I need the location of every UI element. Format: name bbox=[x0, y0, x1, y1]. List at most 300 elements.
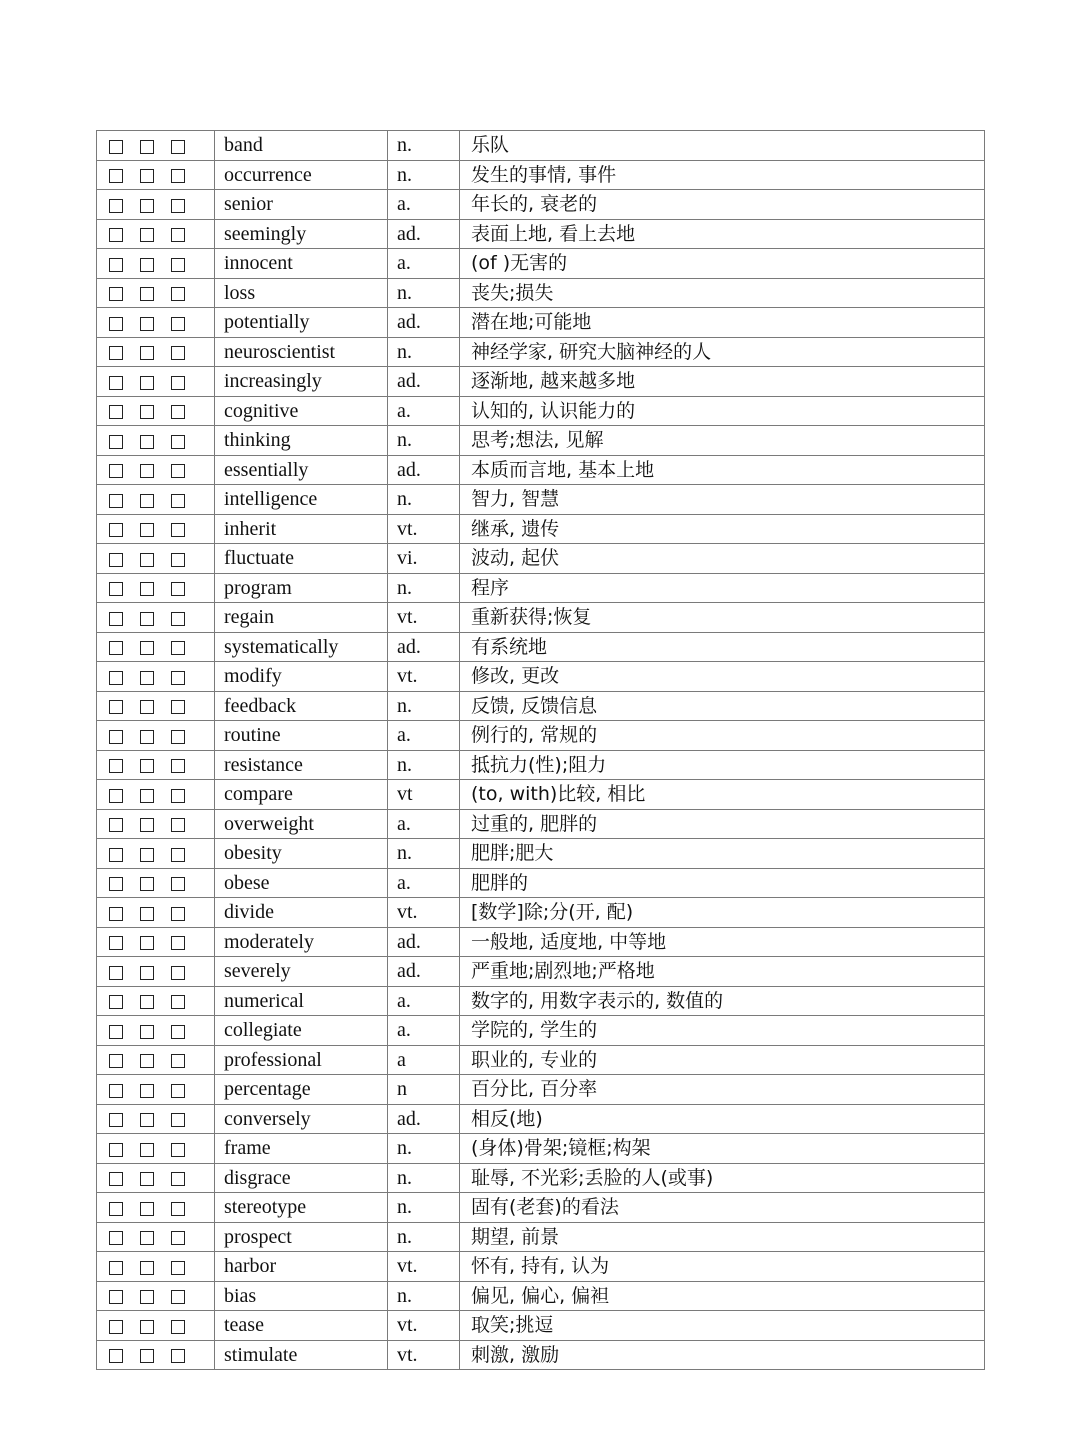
vocab-row bbox=[97, 750, 985, 780]
review-checkbox-1[interactable] bbox=[109, 1172, 123, 1186]
part-of-speech-cell: vt. bbox=[388, 1252, 460, 1282]
word-cell: innocent bbox=[215, 249, 388, 279]
part-of-speech-cell: ad. bbox=[388, 927, 460, 957]
part-of-speech-cell: a. bbox=[388, 1016, 460, 1046]
word-cell: cognitive bbox=[215, 396, 388, 426]
word-cell: divide bbox=[215, 898, 388, 928]
review-checkbox-2[interactable] bbox=[140, 228, 154, 242]
review-checkbox-3[interactable] bbox=[171, 169, 185, 183]
vocab-row bbox=[97, 1163, 985, 1193]
vocab-row bbox=[97, 1281, 985, 1311]
word-cell: severely bbox=[215, 957, 388, 987]
meaning-cell: (to, with)比较, 相比 bbox=[460, 780, 985, 810]
meaning-cell: 乐队 bbox=[460, 131, 985, 161]
review-checkbox-1[interactable] bbox=[109, 1349, 123, 1363]
part-of-speech-cell: vt. bbox=[388, 1340, 460, 1370]
review-checkbox-2[interactable] bbox=[140, 1172, 154, 1186]
review-checkboxes-cell bbox=[97, 603, 215, 633]
review-checkboxes-cell bbox=[97, 514, 215, 544]
word-cell: thinking bbox=[215, 426, 388, 456]
review-checkbox-2[interactable] bbox=[140, 995, 154, 1009]
vocab-row bbox=[97, 1045, 985, 1075]
word-cell: stereotype bbox=[215, 1193, 388, 1223]
part-of-speech-cell: n. bbox=[388, 1193, 460, 1223]
review-checkbox-1[interactable] bbox=[109, 169, 123, 183]
review-checkboxes-cell bbox=[97, 662, 215, 692]
word-cell: professional bbox=[215, 1045, 388, 1075]
review-checkbox-1[interactable] bbox=[109, 1231, 123, 1245]
review-checkbox-3[interactable] bbox=[171, 523, 185, 537]
review-checkboxes-cell bbox=[97, 249, 215, 279]
review-checkbox-3[interactable] bbox=[171, 1172, 185, 1186]
review-checkbox-2[interactable] bbox=[140, 553, 154, 567]
review-checkbox-2[interactable] bbox=[140, 1290, 154, 1304]
review-checkbox-2[interactable] bbox=[140, 169, 154, 183]
vocab-row bbox=[97, 986, 985, 1016]
review-checkboxes-cell bbox=[97, 986, 215, 1016]
word-cell: bias bbox=[215, 1281, 388, 1311]
word-cell: increasingly bbox=[215, 367, 388, 397]
review-checkboxes-cell bbox=[97, 780, 215, 810]
vocab-row bbox=[97, 1016, 985, 1046]
review-checkbox-1[interactable] bbox=[109, 1113, 123, 1127]
vocab-row bbox=[97, 1193, 985, 1223]
word-cell: regain bbox=[215, 603, 388, 633]
review-checkboxes-cell bbox=[97, 1193, 215, 1223]
review-checkbox-3[interactable] bbox=[171, 317, 185, 331]
part-of-speech-cell: ad. bbox=[388, 632, 460, 662]
part-of-speech-cell: n. bbox=[388, 426, 460, 456]
review-checkbox-1[interactable] bbox=[109, 641, 123, 655]
meaning-cell: 学院的, 学生的 bbox=[460, 1016, 985, 1046]
word-cell: stimulate bbox=[215, 1340, 388, 1370]
review-checkboxes-cell bbox=[97, 308, 215, 338]
review-checkbox-1[interactable] bbox=[109, 376, 123, 390]
review-checkbox-2[interactable] bbox=[140, 1054, 154, 1068]
meaning-cell: 思考;想法, 见解 bbox=[460, 426, 985, 456]
part-of-speech-cell: n. bbox=[388, 337, 460, 367]
review-checkbox-2[interactable] bbox=[140, 494, 154, 508]
review-checkboxes-cell bbox=[97, 131, 215, 161]
review-checkbox-1[interactable] bbox=[109, 258, 123, 272]
part-of-speech-cell: vt. bbox=[388, 898, 460, 928]
review-checkbox-2[interactable] bbox=[140, 789, 154, 803]
review-checkboxes-cell bbox=[97, 1045, 215, 1075]
part-of-speech-cell: n. bbox=[388, 839, 460, 869]
review-checkboxes-cell bbox=[97, 1222, 215, 1252]
review-checkboxes-cell bbox=[97, 898, 215, 928]
vocab-row bbox=[97, 632, 985, 662]
review-checkbox-3[interactable] bbox=[171, 818, 185, 832]
review-checkbox-3[interactable] bbox=[171, 759, 185, 773]
review-checkbox-3[interactable] bbox=[171, 258, 185, 272]
review-checkbox-2[interactable] bbox=[140, 405, 154, 419]
review-checkboxes-cell bbox=[97, 1104, 215, 1134]
review-checkboxes-cell bbox=[97, 1311, 215, 1341]
vocab-row bbox=[97, 721, 985, 751]
part-of-speech-cell: n. bbox=[388, 160, 460, 190]
meaning-cell: 取笑;挑逗 bbox=[460, 1311, 985, 1341]
review-checkbox-1[interactable] bbox=[109, 1084, 123, 1098]
word-cell: loss bbox=[215, 278, 388, 308]
part-of-speech-cell: n. bbox=[388, 278, 460, 308]
review-checkbox-1[interactable] bbox=[109, 671, 123, 685]
review-checkbox-3[interactable] bbox=[171, 199, 185, 213]
review-checkbox-2[interactable] bbox=[140, 759, 154, 773]
part-of-speech-cell: a. bbox=[388, 986, 460, 1016]
part-of-speech-cell: n. bbox=[388, 573, 460, 603]
review-checkbox-2[interactable] bbox=[140, 1320, 154, 1334]
review-checkbox-2[interactable] bbox=[140, 1261, 154, 1275]
review-checkbox-3[interactable] bbox=[171, 700, 185, 714]
review-checkboxes-cell bbox=[97, 190, 215, 220]
review-checkbox-1[interactable] bbox=[109, 405, 123, 419]
review-checkbox-1[interactable] bbox=[109, 877, 123, 891]
vocab-row bbox=[97, 514, 985, 544]
vocab-row bbox=[97, 485, 985, 515]
part-of-speech-cell: n. bbox=[388, 131, 460, 161]
review-checkbox-3[interactable] bbox=[171, 995, 185, 1009]
review-checkboxes-cell bbox=[97, 1134, 215, 1164]
review-checkbox-2[interactable] bbox=[140, 287, 154, 301]
part-of-speech-cell: vt. bbox=[388, 1311, 460, 1341]
word-cell: compare bbox=[215, 780, 388, 810]
review-checkboxes-cell bbox=[97, 1163, 215, 1193]
review-checkbox-2[interactable] bbox=[140, 671, 154, 685]
review-checkbox-1[interactable] bbox=[109, 140, 123, 154]
word-cell: essentially bbox=[215, 455, 388, 485]
part-of-speech-cell: vt. bbox=[388, 603, 460, 633]
review-checkbox-3[interactable] bbox=[171, 494, 185, 508]
review-checkbox-1[interactable] bbox=[109, 464, 123, 478]
vocabulary-table-body bbox=[97, 131, 985, 1370]
review-checkboxes-cell bbox=[97, 1340, 215, 1370]
review-checkbox-3[interactable] bbox=[171, 405, 185, 419]
vocab-row bbox=[97, 160, 985, 190]
vocab-row bbox=[97, 337, 985, 367]
review-checkboxes-cell bbox=[97, 160, 215, 190]
part-of-speech-cell: a bbox=[388, 1045, 460, 1075]
meaning-cell: 认知的, 认识能力的 bbox=[460, 396, 985, 426]
review-checkbox-1[interactable] bbox=[109, 523, 123, 537]
review-checkboxes-cell bbox=[97, 426, 215, 456]
vocab-row bbox=[97, 396, 985, 426]
review-checkbox-3[interactable] bbox=[171, 966, 185, 980]
review-checkbox-3[interactable] bbox=[171, 936, 185, 950]
review-checkbox-2[interactable] bbox=[140, 818, 154, 832]
review-checkbox-2[interactable] bbox=[140, 1025, 154, 1039]
review-checkboxes-cell bbox=[97, 396, 215, 426]
review-checkboxes-cell bbox=[97, 544, 215, 574]
review-checkbox-2[interactable] bbox=[140, 877, 154, 891]
review-checkbox-1[interactable] bbox=[109, 1320, 123, 1334]
review-checkbox-2[interactable] bbox=[140, 582, 154, 596]
vocab-row bbox=[97, 544, 985, 574]
vocab-row bbox=[97, 839, 985, 869]
review-checkbox-3[interactable] bbox=[171, 228, 185, 242]
review-checkbox-3[interactable] bbox=[171, 1349, 185, 1363]
meaning-cell: 怀有, 持有, 认为 bbox=[460, 1252, 985, 1282]
meaning-cell: 职业的, 专业的 bbox=[460, 1045, 985, 1075]
word-cell: overweight bbox=[215, 809, 388, 839]
review-checkbox-1[interactable] bbox=[109, 582, 123, 596]
vocab-row bbox=[97, 1340, 985, 1370]
review-checkboxes-cell bbox=[97, 1016, 215, 1046]
part-of-speech-cell: vt. bbox=[388, 514, 460, 544]
review-checkbox-3[interactable] bbox=[171, 1054, 185, 1068]
part-of-speech-cell: n. bbox=[388, 485, 460, 515]
review-checkbox-3[interactable] bbox=[171, 848, 185, 862]
review-checkbox-3[interactable] bbox=[171, 730, 185, 744]
part-of-speech-cell: vt. bbox=[388, 662, 460, 692]
vocab-row bbox=[97, 367, 985, 397]
word-cell: senior bbox=[215, 190, 388, 220]
part-of-speech-cell: n. bbox=[388, 750, 460, 780]
meaning-cell: 严重地;剧烈地;严格地 bbox=[460, 957, 985, 987]
review-checkbox-3[interactable] bbox=[171, 346, 185, 360]
word-cell: collegiate bbox=[215, 1016, 388, 1046]
vocab-row bbox=[97, 131, 985, 161]
meaning-cell: 一般地, 适度地, 中等地 bbox=[460, 927, 985, 957]
review-checkbox-1[interactable] bbox=[109, 612, 123, 626]
review-checkbox-3[interactable] bbox=[171, 140, 185, 154]
part-of-speech-cell: a. bbox=[388, 190, 460, 220]
vocab-row bbox=[97, 190, 985, 220]
vocab-row bbox=[97, 898, 985, 928]
review-checkbox-1[interactable] bbox=[109, 228, 123, 242]
review-checkbox-1[interactable] bbox=[109, 730, 123, 744]
review-checkbox-1[interactable] bbox=[109, 759, 123, 773]
meaning-cell: (of )无害的 bbox=[460, 249, 985, 279]
review-checkbox-1[interactable] bbox=[109, 1025, 123, 1039]
review-checkbox-3[interactable] bbox=[171, 877, 185, 891]
vocab-row bbox=[97, 1134, 985, 1164]
meaning-cell: 修改, 更改 bbox=[460, 662, 985, 692]
review-checkbox-1[interactable] bbox=[109, 966, 123, 980]
review-checkbox-2[interactable] bbox=[140, 966, 154, 980]
review-checkbox-3[interactable] bbox=[171, 641, 185, 655]
review-checkbox-3[interactable] bbox=[171, 435, 185, 449]
vocab-row bbox=[97, 1311, 985, 1341]
part-of-speech-cell: a. bbox=[388, 396, 460, 426]
review-checkboxes-cell bbox=[97, 839, 215, 869]
review-checkbox-1[interactable] bbox=[109, 848, 123, 862]
review-checkbox-1[interactable] bbox=[109, 936, 123, 950]
review-checkbox-2[interactable] bbox=[140, 523, 154, 537]
vocab-row bbox=[97, 219, 985, 249]
part-of-speech-cell: ad. bbox=[388, 367, 460, 397]
review-checkboxes-cell bbox=[97, 1252, 215, 1282]
meaning-cell: 抵抗力(性);阻力 bbox=[460, 750, 985, 780]
meaning-cell: (身体)骨架;镜框;构架 bbox=[460, 1134, 985, 1164]
review-checkbox-1[interactable] bbox=[109, 907, 123, 921]
review-checkbox-2[interactable] bbox=[140, 1113, 154, 1127]
part-of-speech-cell: n. bbox=[388, 1222, 460, 1252]
review-checkbox-3[interactable] bbox=[171, 1025, 185, 1039]
word-cell: intelligence bbox=[215, 485, 388, 515]
review-checkbox-2[interactable] bbox=[140, 1084, 154, 1098]
review-checkbox-1[interactable] bbox=[109, 789, 123, 803]
word-cell: routine bbox=[215, 721, 388, 751]
review-checkbox-3[interactable] bbox=[171, 907, 185, 921]
word-cell: tease bbox=[215, 1311, 388, 1341]
review-checkbox-1[interactable] bbox=[109, 287, 123, 301]
review-checkbox-3[interactable] bbox=[171, 1320, 185, 1334]
vocab-row bbox=[97, 691, 985, 721]
meaning-cell: 发生的事情, 事件 bbox=[460, 160, 985, 190]
vocab-row bbox=[97, 278, 985, 308]
review-checkbox-3[interactable] bbox=[171, 464, 185, 478]
review-checkboxes-cell bbox=[97, 691, 215, 721]
review-checkbox-2[interactable] bbox=[140, 376, 154, 390]
review-checkboxes-cell bbox=[97, 337, 215, 367]
vocab-row bbox=[97, 662, 985, 692]
review-checkbox-3[interactable] bbox=[171, 376, 185, 390]
review-checkbox-3[interactable] bbox=[171, 1202, 185, 1216]
review-checkbox-1[interactable] bbox=[109, 435, 123, 449]
meaning-cell: 智力, 智慧 bbox=[460, 485, 985, 515]
word-cell: neuroscientist bbox=[215, 337, 388, 367]
review-checkbox-3[interactable] bbox=[171, 1084, 185, 1098]
meaning-cell: 刺激, 激励 bbox=[460, 1340, 985, 1370]
meaning-cell: 重新获得;恢复 bbox=[460, 603, 985, 633]
part-of-speech-cell: a. bbox=[388, 809, 460, 839]
part-of-speech-cell: vi. bbox=[388, 544, 460, 574]
vocab-row bbox=[97, 868, 985, 898]
review-checkbox-1[interactable] bbox=[109, 494, 123, 508]
vocab-row bbox=[97, 957, 985, 987]
review-checkbox-3[interactable] bbox=[171, 671, 185, 685]
word-cell: inherit bbox=[215, 514, 388, 544]
part-of-speech-cell: a. bbox=[388, 868, 460, 898]
part-of-speech-cell: vt bbox=[388, 780, 460, 810]
word-cell: obesity bbox=[215, 839, 388, 869]
review-checkbox-2[interactable] bbox=[140, 641, 154, 655]
part-of-speech-cell: n bbox=[388, 1075, 460, 1105]
review-checkbox-2[interactable] bbox=[140, 140, 154, 154]
review-checkboxes-cell bbox=[97, 219, 215, 249]
part-of-speech-cell: ad. bbox=[388, 219, 460, 249]
meaning-cell: 继承, 遗传 bbox=[460, 514, 985, 544]
review-checkbox-3[interactable] bbox=[171, 612, 185, 626]
review-checkbox-3[interactable] bbox=[171, 789, 185, 803]
review-checkbox-2[interactable] bbox=[140, 1202, 154, 1216]
meaning-cell: 潜在地;可能地 bbox=[460, 308, 985, 338]
review-checkbox-1[interactable] bbox=[109, 199, 123, 213]
meaning-cell: 偏见, 偏心, 偏袒 bbox=[460, 1281, 985, 1311]
vocab-row bbox=[97, 1104, 985, 1134]
review-checkbox-2[interactable] bbox=[140, 464, 154, 478]
word-cell: harbor bbox=[215, 1252, 388, 1282]
review-checkbox-1[interactable] bbox=[109, 818, 123, 832]
meaning-cell: 波动, 起伏 bbox=[460, 544, 985, 574]
review-checkbox-2[interactable] bbox=[140, 1349, 154, 1363]
vocab-row bbox=[97, 927, 985, 957]
review-checkbox-2[interactable] bbox=[140, 258, 154, 272]
review-checkbox-2[interactable] bbox=[140, 317, 154, 331]
review-checkbox-3[interactable] bbox=[171, 1113, 185, 1127]
vocab-row bbox=[97, 249, 985, 279]
word-cell: program bbox=[215, 573, 388, 603]
review-checkboxes-cell bbox=[97, 632, 215, 662]
review-checkbox-2[interactable] bbox=[140, 848, 154, 862]
word-cell: disgrace bbox=[215, 1163, 388, 1193]
meaning-cell: 程序 bbox=[460, 573, 985, 603]
review-checkbox-2[interactable] bbox=[140, 700, 154, 714]
review-checkbox-3[interactable] bbox=[171, 1143, 185, 1157]
meaning-cell: 过重的, 肥胖的 bbox=[460, 809, 985, 839]
review-checkboxes-cell bbox=[97, 455, 215, 485]
meaning-cell: 相反(地) bbox=[460, 1104, 985, 1134]
vocab-row bbox=[97, 573, 985, 603]
meaning-cell: 本质而言地, 基本上地 bbox=[460, 455, 985, 485]
review-checkbox-3[interactable] bbox=[171, 1231, 185, 1245]
vocab-row bbox=[97, 780, 985, 810]
review-checkbox-3[interactable] bbox=[171, 1261, 185, 1275]
meaning-cell: 年长的, 衰老的 bbox=[460, 190, 985, 220]
meaning-cell: [数学]除;分(开, 配) bbox=[460, 898, 985, 928]
review-checkbox-1[interactable] bbox=[109, 1143, 123, 1157]
meaning-cell: 逐渐地, 越来越多地 bbox=[460, 367, 985, 397]
meaning-cell: 反馈, 反馈信息 bbox=[460, 691, 985, 721]
meaning-cell: 耻辱, 不光彩;丢脸的人(或事) bbox=[460, 1163, 985, 1193]
review-checkbox-2[interactable] bbox=[140, 907, 154, 921]
word-cell: resistance bbox=[215, 750, 388, 780]
review-checkbox-2[interactable] bbox=[140, 612, 154, 626]
review-checkbox-1[interactable] bbox=[109, 700, 123, 714]
review-checkbox-2[interactable] bbox=[140, 1231, 154, 1245]
review-checkbox-3[interactable] bbox=[171, 553, 185, 567]
review-checkbox-3[interactable] bbox=[171, 287, 185, 301]
part-of-speech-cell: ad. bbox=[388, 455, 460, 485]
review-checkbox-1[interactable] bbox=[109, 1290, 123, 1304]
word-cell: numerical bbox=[215, 986, 388, 1016]
review-checkbox-2[interactable] bbox=[140, 936, 154, 950]
review-checkbox-1[interactable] bbox=[109, 553, 123, 567]
word-cell: seemingly bbox=[215, 219, 388, 249]
review-checkbox-1[interactable] bbox=[109, 317, 123, 331]
meaning-cell: 数字的, 用数字表示的, 数值的 bbox=[460, 986, 985, 1016]
meaning-cell: 表面上地, 看上去地 bbox=[460, 219, 985, 249]
review-checkbox-2[interactable] bbox=[140, 1143, 154, 1157]
review-checkbox-1[interactable] bbox=[109, 346, 123, 360]
review-checkbox-1[interactable] bbox=[109, 995, 123, 1009]
review-checkboxes-cell bbox=[97, 1075, 215, 1105]
word-cell: conversely bbox=[215, 1104, 388, 1134]
meaning-cell: 肥胖;肥大 bbox=[460, 839, 985, 869]
vocab-row bbox=[97, 603, 985, 633]
review-checkboxes-cell bbox=[97, 957, 215, 987]
word-cell: obese bbox=[215, 868, 388, 898]
meaning-cell: 丧失;损失 bbox=[460, 278, 985, 308]
review-checkbox-2[interactable] bbox=[140, 435, 154, 449]
review-checkbox-3[interactable] bbox=[171, 582, 185, 596]
part-of-speech-cell: a. bbox=[388, 721, 460, 751]
meaning-cell: 例行的, 常规的 bbox=[460, 721, 985, 751]
review-checkbox-1[interactable] bbox=[109, 1261, 123, 1275]
review-checkbox-1[interactable] bbox=[109, 1054, 123, 1068]
review-checkbox-2[interactable] bbox=[140, 730, 154, 744]
meaning-cell: 肥胖的 bbox=[460, 868, 985, 898]
review-checkbox-2[interactable] bbox=[140, 346, 154, 360]
word-cell: occurrence bbox=[215, 160, 388, 190]
word-cell: fluctuate bbox=[215, 544, 388, 574]
review-checkbox-1[interactable] bbox=[109, 1202, 123, 1216]
vocab-row bbox=[97, 308, 985, 338]
review-checkbox-2[interactable] bbox=[140, 199, 154, 213]
vocabulary-table bbox=[96, 130, 985, 1370]
review-checkbox-3[interactable] bbox=[171, 1290, 185, 1304]
